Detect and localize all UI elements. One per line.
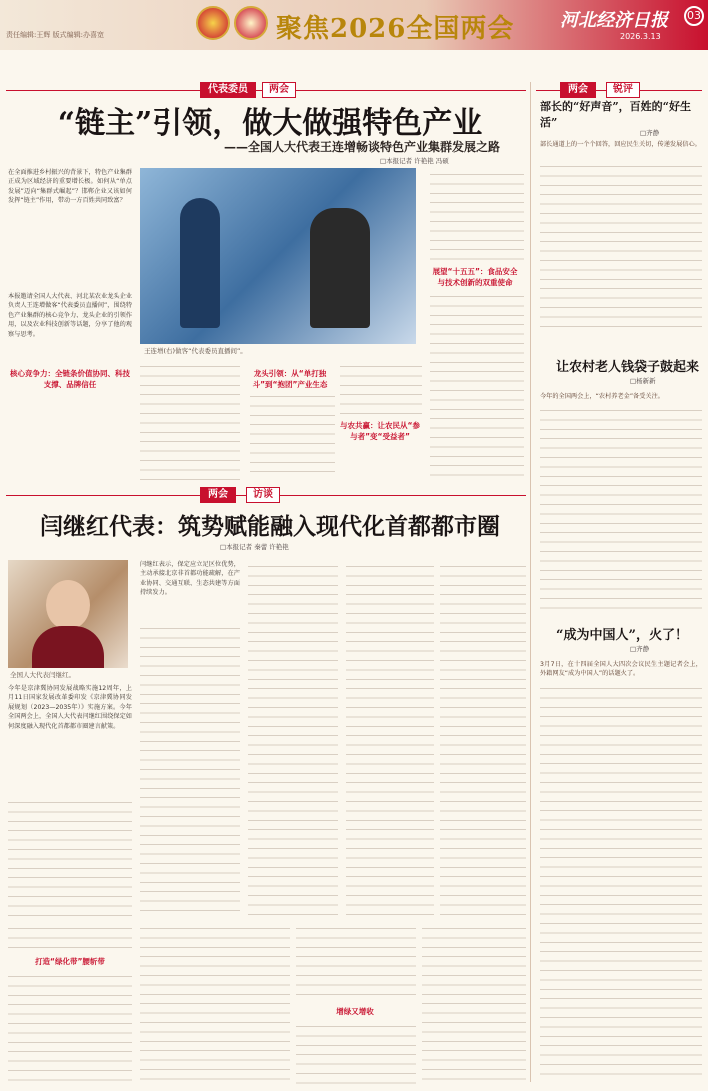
sidebar-article-1-text — [540, 160, 702, 330]
sidebar-article-3-title: “成为中国人”，火了！ — [556, 628, 688, 643]
host-figure — [180, 198, 220, 328]
section1-subhead-1: 核心竞争力：全链条价值协同、科技支撑、品牌信任 — [10, 369, 130, 389]
focus-title: 聚焦2026全国两会 — [276, 14, 515, 44]
section1-tag-secondary: 两会 — [262, 82, 296, 98]
issue-date: 2026.3.13 — [620, 32, 661, 41]
section1-paragraph-2: 本报邀请全国人大代表、河北某农业龙头企业负责人王连增做客“代表委员直播间”，围绕特色产业集群的核心竞争力、龙头企业的引领作用，以及农业科技创新等话题，分享了他的观察与思考。 — [8, 293, 132, 338]
section1-subtitle: ——全国人大代表王连增畅谈特色产业集群发展之路 — [223, 140, 500, 154]
section1-subhead-3: 与农共赢：让农民从“参与者”变“受益者” — [340, 421, 420, 441]
guest-figure — [310, 208, 370, 328]
sidebar-article-3-text — [540, 682, 702, 1082]
cppcc-emblem-icon — [234, 6, 268, 40]
sidebar-tag-secondary: 锐评 — [606, 82, 640, 98]
section1-text-column-2 — [140, 360, 240, 480]
editors-credit: 责任编辑:王辉 版式编辑:办喜宽 — [6, 31, 104, 39]
section2-subhead-1: 打造“绿化带”腰斩带 — [35, 957, 105, 966]
portrait-face — [46, 580, 90, 630]
section2-text-bottom-2 — [140, 922, 290, 1085]
sidebar-article-1-lead: 部长通道上的一个个回答，回应民生关切，传递发展信心。 — [540, 141, 701, 148]
section1-text-column-4 — [340, 360, 422, 416]
newspaper-logo: 河北经济日报 — [560, 10, 668, 31]
section1-text-column-5 — [430, 168, 524, 262]
section1-subhead-4: 展望“十五五”：食品安全与技术创新的双重使命 — [432, 267, 518, 287]
section1-photo-caption: 王连增(右)做客“代表委员直播间”。 — [144, 347, 247, 355]
section1-text-column-6 — [430, 290, 524, 480]
section1-byline: □本报记者 许艳艳 冯硕 — [380, 157, 449, 165]
section2-text-column-5 — [440, 560, 526, 918]
section1-tag: 代表委员 — [200, 82, 256, 98]
sidebar-article-1-title: 部长的“好声音”，百姓的“好生活” — [540, 100, 691, 129]
section2-paragraph-2: 闫继红表示，保定应立足区位优势，主动承接北京非首都功能疏解，在产业协同、交通互联、生态共建等方面持续发力。 — [140, 561, 240, 597]
section1-column-1 — [8, 168, 132, 458]
sidebar-article-3-lead: 3月7日，在十四届全国人大四次会议民生主题记者会上，外籍网友“成为中国人”的话题火了。 — [540, 661, 702, 678]
national-emblem-icon — [196, 6, 230, 40]
section2-intro-paragraph: 今年是京津冀协同发展战略实施12周年，上月11日国家发展改革委印发《京津冀协同发展规划（2023—2035年）》实施方案。今年全国两会上，全国人大代表闫继红围绕保定如何深度融入现代化首都都市圈建言献策。 — [8, 685, 132, 730]
section2-text-bottom-1a — [8, 922, 132, 952]
section2-text-column-3 — [248, 560, 338, 918]
section2-photo-caption: 全国人大代表闫继红。 — [10, 671, 75, 679]
section2-tag: 两会 — [200, 487, 236, 503]
section1-text-column-3 — [250, 390, 335, 480]
section2-text-column-1b — [8, 796, 132, 916]
section2-text-column-2 — [140, 622, 240, 918]
portrait-body — [32, 626, 104, 668]
sidebar-article-3-byline: □齐静 — [630, 645, 650, 653]
section2-text-bottom-3a — [296, 922, 416, 1002]
section2-text-bottom-1b — [8, 970, 132, 1085]
sidebar-article-2-lead: 今年的全国两会上，“农村养老金”备受关注。 — [540, 393, 664, 400]
sidebar-tag: 两会 — [560, 82, 596, 98]
portrait-photo — [8, 560, 128, 668]
interview-photo — [140, 168, 416, 344]
sidebar-article-2-byline: □杨新新 — [630, 377, 656, 385]
sidebar-article-2-text — [540, 404, 702, 614]
sidebar-article-1-byline: □齐静 — [640, 129, 660, 137]
section2-tag-secondary: 访谈 — [246, 487, 280, 503]
section2-text-column-4 — [346, 560, 434, 918]
section1-subhead-2: 龙头引领：从“单打独斗”到“抱团”产业生态 — [252, 369, 328, 389]
section1-intro-paragraph: 在全面推进乡村振兴的背景下，特色产业集群正成为区域经济的重要增长极。如何从“单点发展”迈向“集群式崛起”？邯郸企业又该如何发挥“链主”作用，带动一方百姓共同致富？ — [8, 169, 132, 205]
section2-byline: □本报记者 秦蕾 许艳艳 — [220, 543, 289, 551]
page-number: 03 — [684, 6, 704, 26]
sidebar-article-2-title: 让农村老人钱袋子鼓起来 — [556, 360, 700, 375]
section2-headline: 闫继红代表：筑势赋能融入现代化首都都市圈 — [40, 513, 500, 540]
section2-subhead-2: 增绿又增收 — [336, 1007, 374, 1016]
column-divider — [530, 82, 531, 1082]
section2-text-bottom-3b — [296, 1020, 416, 1085]
section2-text-bottom-4 — [422, 922, 526, 1085]
section1-headline: “链主”引领，做大做强特色产业 — [57, 106, 483, 141]
